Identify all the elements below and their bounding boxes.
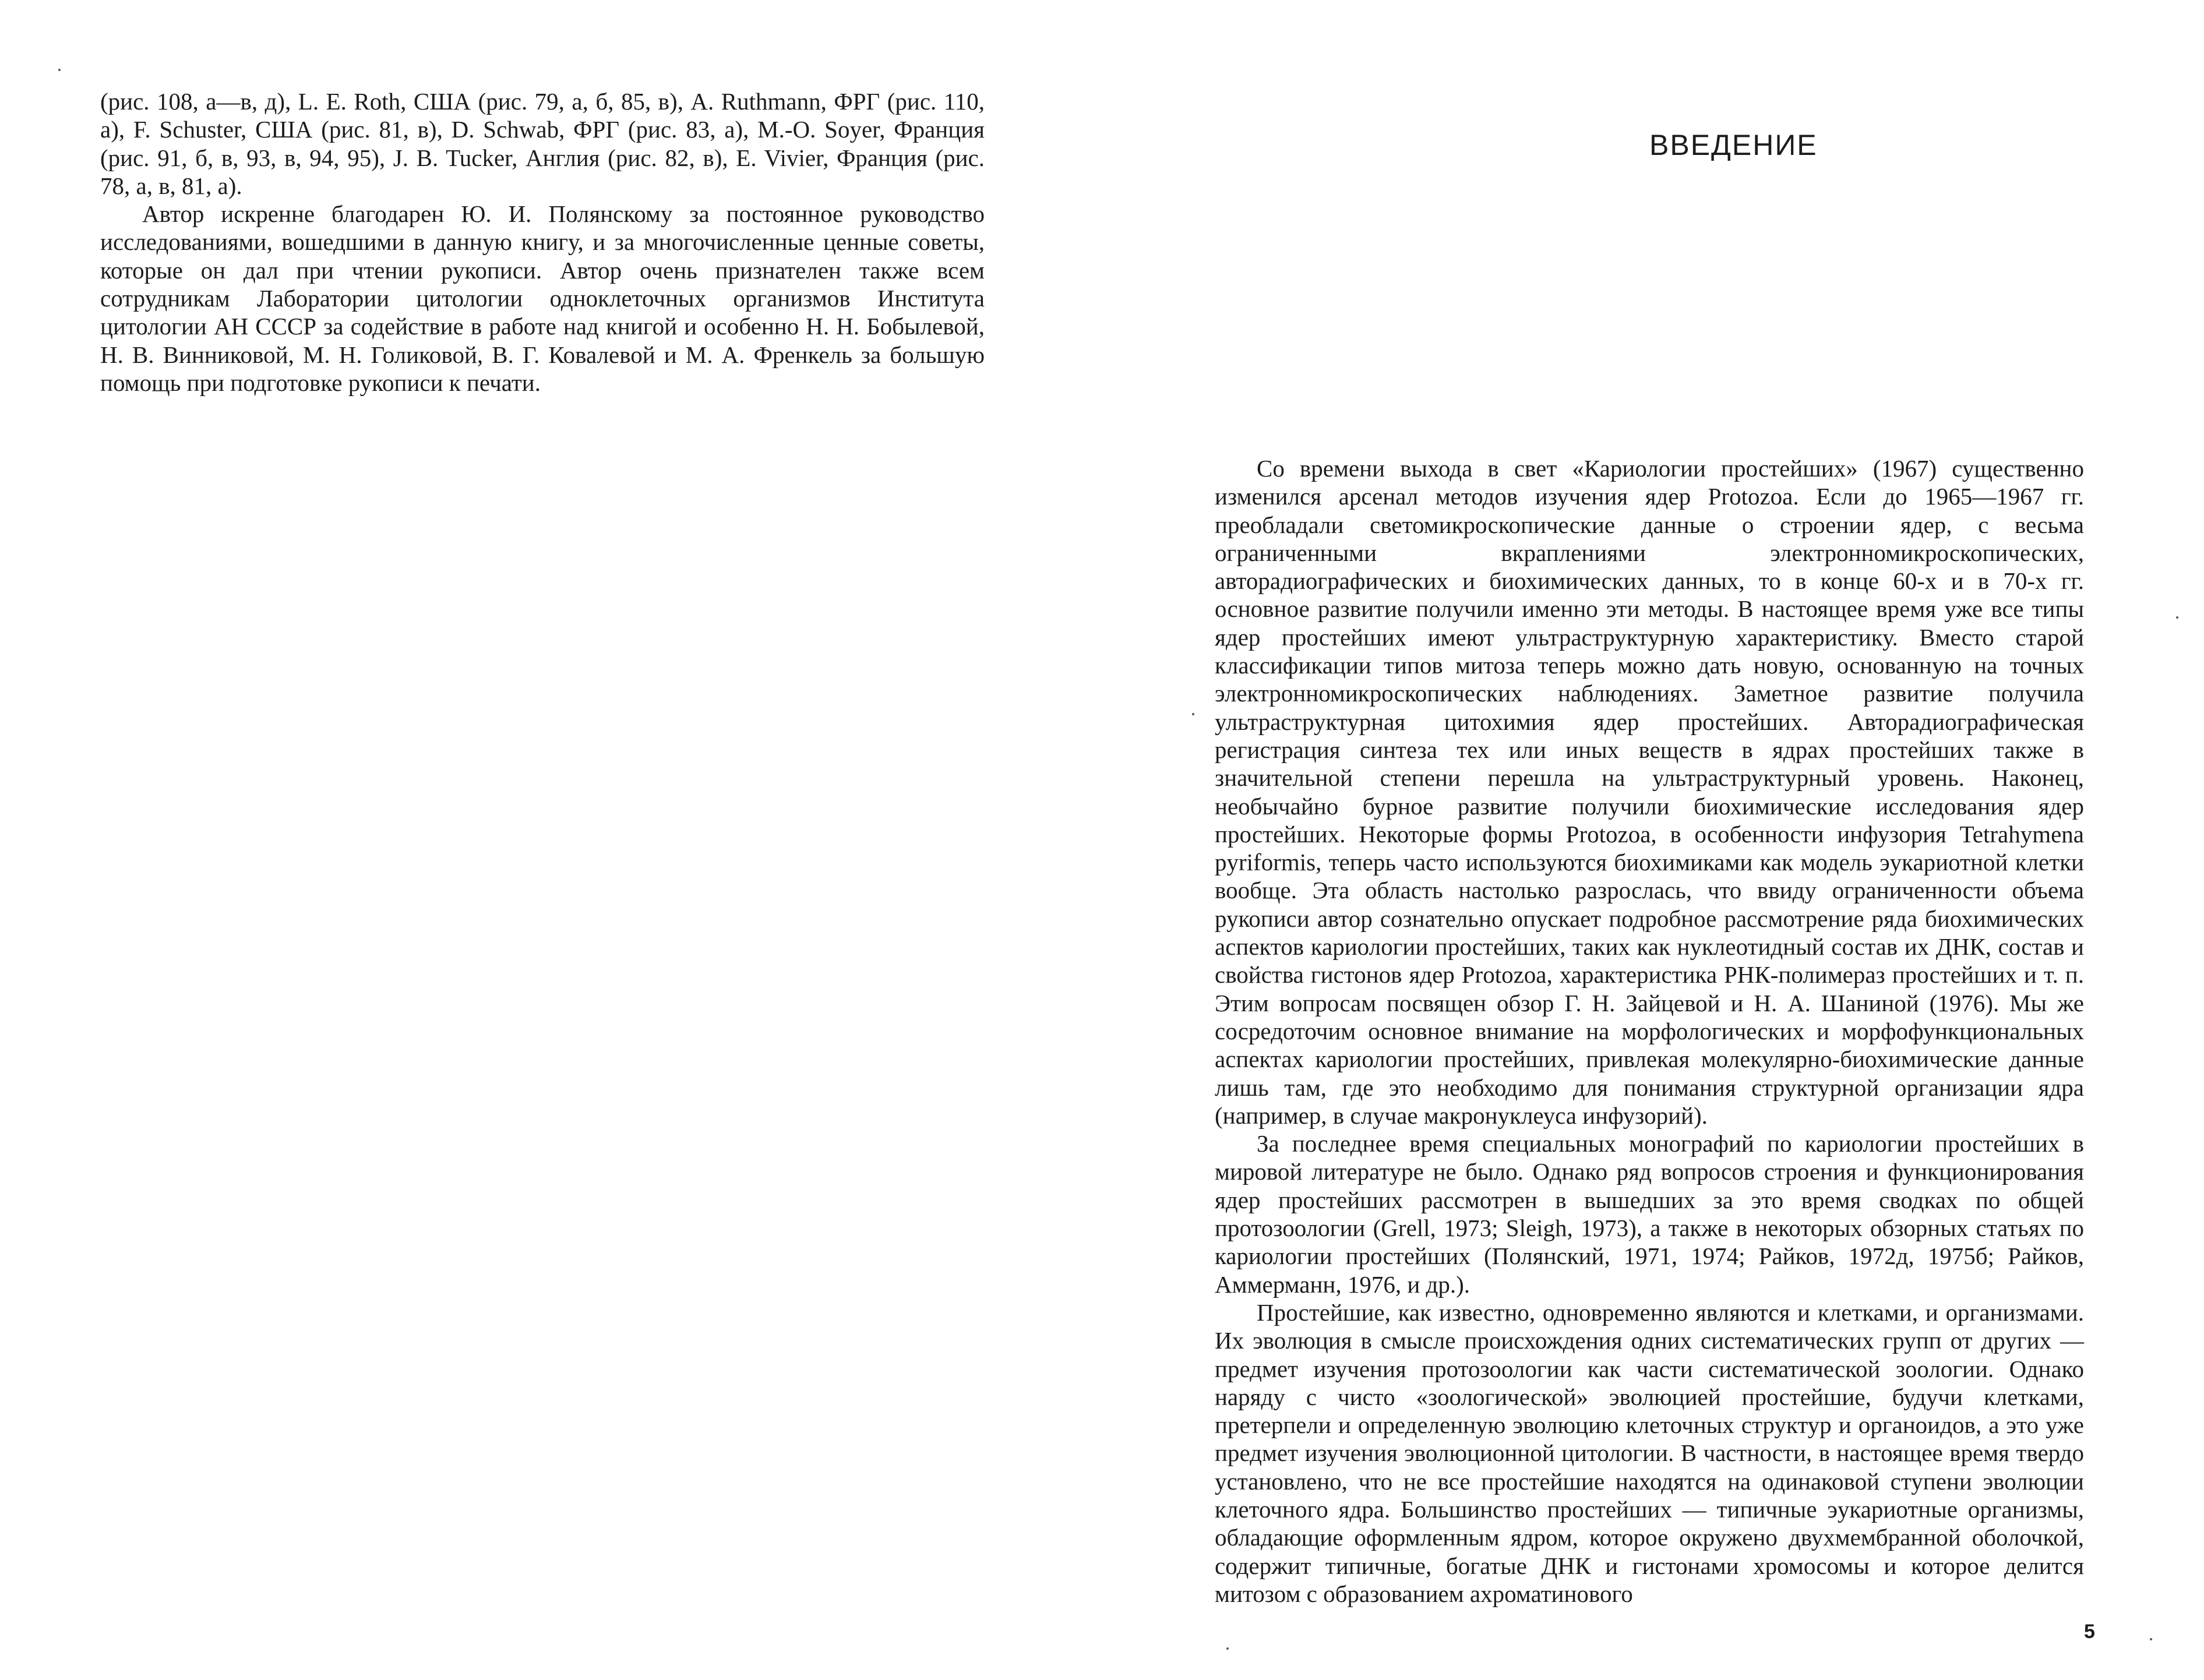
page-number: 5 [2084,1621,2095,1643]
chapter-heading: ВВЕДЕНИЕ [1649,129,1818,161]
right-page [1102,0,2204,1680]
acknowledgement-figure-credits: (рис. 108, а—в, д), L. E. Roth, США (рис. 79, а, б, 85, в), A. Ruthmann, ФРГ (рис. 110, а), F. Schuster, США (рис. 81, в), D. Schwab, ФРГ (рис. 83, а), M.-O. Soyer, Франция (рис. 91, б, в, 93, в, 94, 95), J. B. Tucker, Англия (рис. 82, в), E. Vivier, Франция (рис. 78, а, в, 81, а). [100,88,985,199]
acknowledgement-paragraph: Автор искренне благодарен Ю. И. Полянскому за постоянное руководство исследованиями, вошедшими в данную книгу, и за многочисленные ценные советы, которые он дал при чтении рукописи. Автор очень признателен также всем сотрудникам Лаборатории цитологии одноклеточных организмов Института цитологии АН СССР за содействие в работе над книгой и особенно Н. Н. Бобылевой, Н. В. Винниковой, М. Н. Голиковой, В. Г. Ковалевой и М. А. Френкель за большую помощь при подготовке рукописи к печати. [100,200,985,396]
left-page-text [100,87,985,397]
scan-speck [1192,713,1194,715]
introduction-paragraph-3: Простейшие, как известно, одновременно являются и клетками, и организмами. Их эволюция в смысле происхождения одних систематических групп от других — предмет изучения протозоологии как части систематической зоологии. Однако наряду с чисто «зоологической» эволюцией простейшие, будучи клетками, претерпели и определенную эволюцию клеточных структур и органоидов, а это уже предмет изучения эволюционной цитологии. В частности, в настоящее время твердо установлено, что не все простейшие находятся на одинаковой ступени эволюции клеточного ядра. Большинство простейших — типичные эукариотные организмы, обладающие оформленным ядром, которое окружено двухмембранной оболочкой, содержит типичные, богатые ДНК и гистонами хромосомы и которое делится митозом с образованием ахроматинового [1215,1298,2084,1607]
scan-speck [58,69,61,71]
scan-speck [2150,1638,2152,1640]
introduction-paragraph-1: Со времени выхода в свет «Кариологии простейших» (1967) существенно изменился арсенал методов изучения ядер Protozoa. Если до 1965—1967 гг. преобладали светомикроскопические данные о строении ядер, с весьма ограниченными вкраплениями электронномикроскопических, авторадиографических и биохимических данных, то в конце 60-х и в 70-х гг. основное развитие получили именно эти методы. В настоящее время уже все типы ядер простейших имеют ультраструктурную характеристику. Вместо старой классификации типов митоза теперь можно дать новую, основанную на точных электронномикроскопических наблюдениях. Заметное развитие получила ультраструктурная цитохимия ядер простейших. Авторадиографическая регистрация синтеза тех или иных веществ в ядрах простейших также в значительной степени перешла на ультраструктурный уровень. Наконец, необычайно бурное развитие получили биохимические исследования ядер простейших. Некоторые формы Protozoa, в особенности инфузория Tetrahymena pyriformis, теперь часто используются биохимиками как модель эукариотной клетки вообще. Эта область настолько разрослась, что ввиду ограниченности объема рукописи автор сознательно опускает подробное рассмотрение ряда биохимических аспектов кариологии простейших, таких как нуклеотидный состав их ДНК, состав и свойства гистонов ядер Protozoa, характеристика РНК-полимераз простейших и т. п. Этим вопросам посвящен обзор Г. Н. Зайцевой и Н. А. Шаниной (1976). Мы же сосредоточим основное внимание на морфологических и морфофункциональных аспектах кариологии простейших, привлекая молекулярно-биохимические данные лишь там, где это необходимо для понимания структурной организации ядра (например, в случае макронуклеуса инфузорий). [1215,455,2084,1129]
introduction-paragraph-2: За последнее время специальных монографий по кариологии простейших в мировой литературе не было. Однако ряд вопросов строения и функционирования ядер простейших рассмотрен в вышедших за это время сводках по общей протозоологии (Grell, 1973; Sleigh, 1973), а также в некоторых обзорных статьях по кариологии простейших (Полянский, 1971, 1974; Райков, 1972д, 1975б; Райков, Аммерманн, 1976, и др.). [1215,1130,2084,1298]
scan-speck [2176,616,2178,619]
introduction-text [1215,454,2084,1608]
scan-speck [1226,1647,1229,1650]
